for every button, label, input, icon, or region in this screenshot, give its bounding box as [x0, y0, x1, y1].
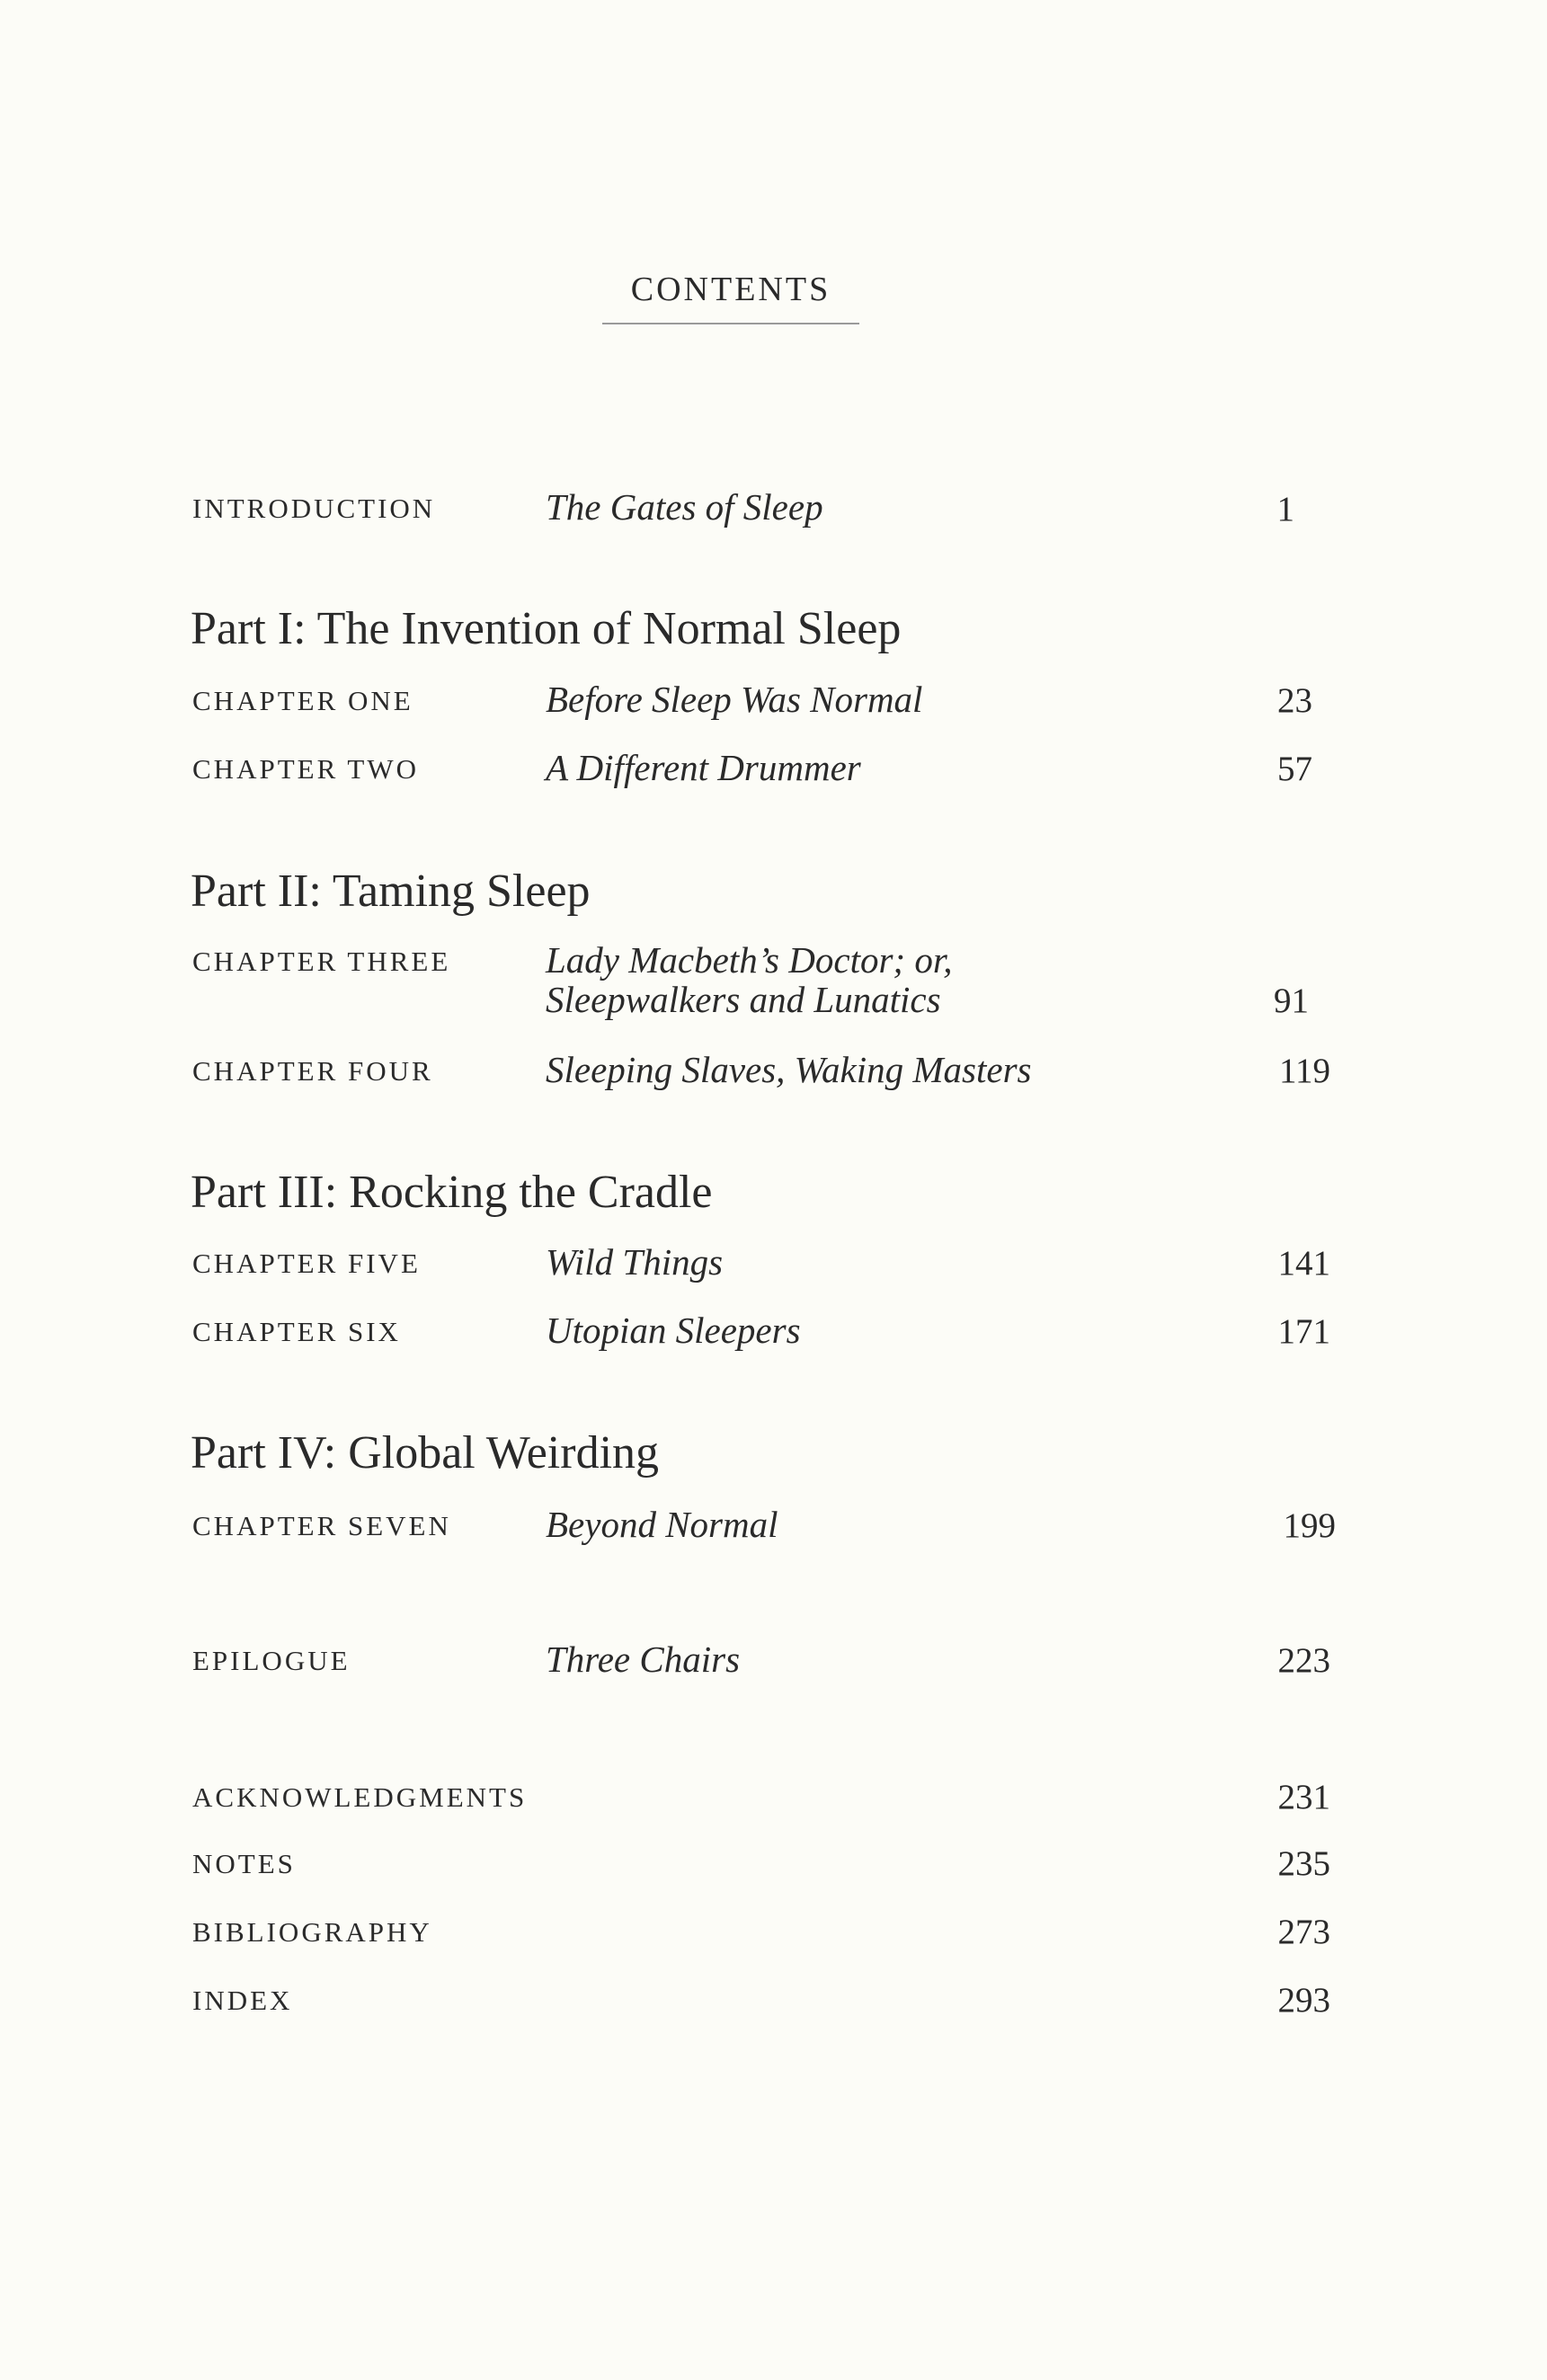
entry-title: Beyond Normal [546, 1504, 778, 1545]
entry-page: 293 [1277, 1981, 1330, 2020]
entry-title: Before Sleep Was Normal [546, 679, 923, 720]
entry-page: 141 [1277, 1244, 1330, 1283]
heading-underline [602, 323, 859, 324]
part-heading[interactable]: Part II: Taming Sleep [191, 866, 591, 917]
part-heading[interactable]: Part IV: Global Weirding [191, 1427, 660, 1479]
entry-page: 223 [1277, 1641, 1330, 1680]
entry-page: 171 [1277, 1312, 1330, 1351]
entry-label: NOTES [192, 1848, 296, 1879]
entry-label: CHAPTER ONE [192, 685, 413, 716]
entry-page: 23 [1277, 681, 1312, 720]
entry-title: Wild Things [546, 1241, 724, 1283]
entry-page: 1 [1276, 490, 1294, 528]
entry-page: 119 [1278, 1052, 1330, 1090]
entry-label: INDEX [192, 1985, 293, 2016]
entry-label: CHAPTER FIVE [192, 1248, 421, 1279]
entry-title: Utopian Sleepers [546, 1310, 801, 1351]
entry-title: Sleeping Slaves, Waking Masters [546, 1049, 1032, 1090]
contents-heading: CONTENTS [630, 271, 831, 308]
entry-title: Lady Macbeth’s Doctor; or, [546, 939, 953, 981]
entry-label: EPILOGUE [192, 1645, 351, 1676]
entry-title: The Gates of Sleep [546, 486, 823, 528]
entry-page: 91 [1274, 981, 1309, 1020]
part-heading[interactable]: Part III: Rocking the Cradle [191, 1167, 713, 1218]
entry-page: 231 [1277, 1778, 1330, 1816]
entry-page: 57 [1277, 750, 1312, 788]
entry-label: CHAPTER SIX [192, 1316, 401, 1347]
entry-title: A Different Drummer [546, 747, 861, 788]
entry-page: 199 [1283, 1506, 1336, 1545]
entry-label: INTRODUCTION [192, 493, 436, 524]
entry-label: BIBLIOGRAPHY [192, 1916, 432, 1948]
entry-page: 235 [1277, 1844, 1330, 1883]
entry-page: 273 [1277, 1913, 1330, 1951]
entry-title-line2: Sleepwalkers and Lunatics [546, 979, 941, 1020]
part-heading[interactable]: Part I: The Invention of Normal Sleep [191, 603, 902, 654]
entry-label: ACKNOWLEDGMENTS [192, 1781, 528, 1813]
entry-label: CHAPTER FOUR [192, 1055, 433, 1087]
entry-label: CHAPTER SEVEN [192, 1510, 451, 1541]
entry-label: CHAPTER TWO [192, 753, 420, 785]
entry-label: CHAPTER THREE [192, 946, 451, 977]
entry-title: Three Chairs [546, 1638, 741, 1680]
